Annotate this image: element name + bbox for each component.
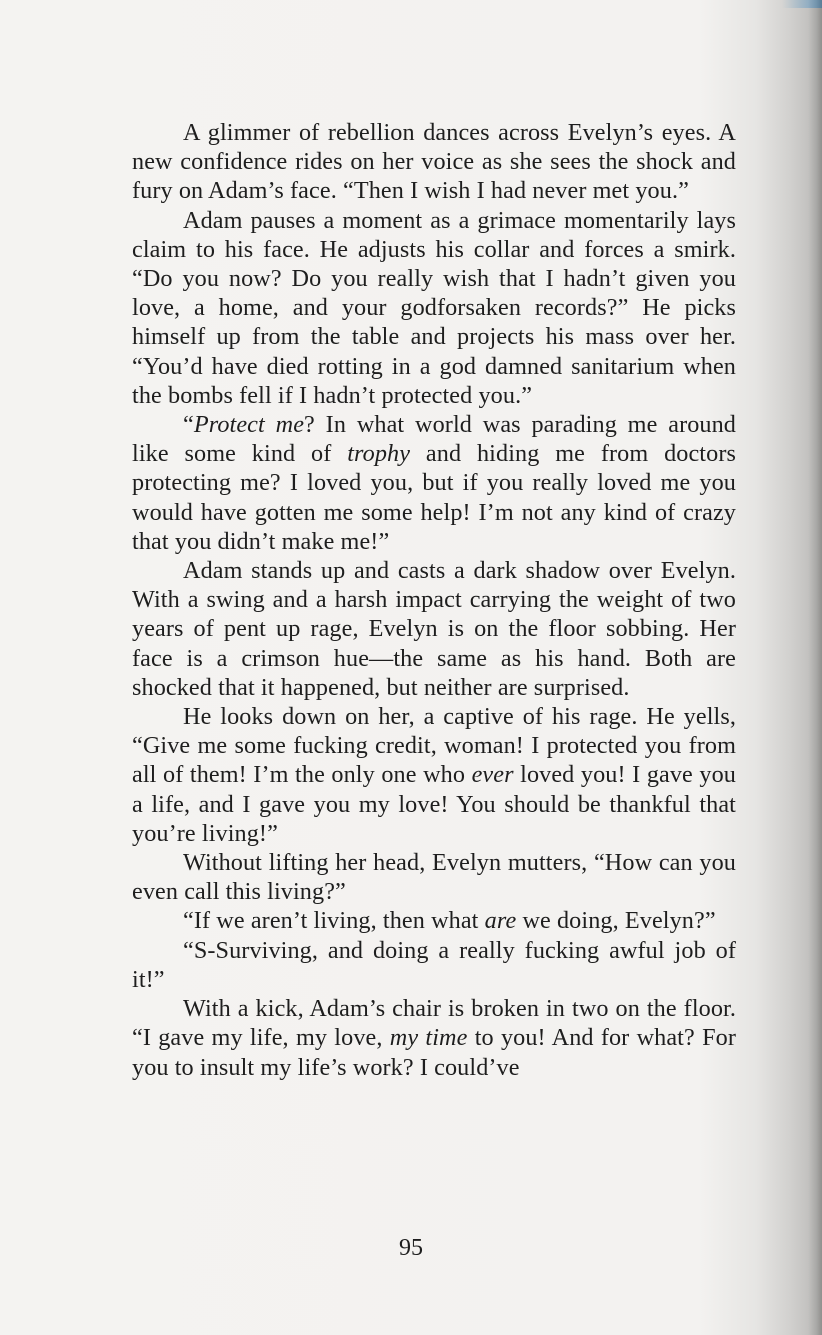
text-run: and hiding me from doctors protecting me? I loved you, but if you really loved me you would have gotten me some help! I’m not any kind of crazy that you didn’t make me!” <box>132 440 736 555</box>
body-text <box>132 118 736 1082</box>
italic-text: ever <box>471 761 514 789</box>
page-number: 95 <box>399 1235 423 1261</box>
italic-text: trophy <box>347 440 411 468</box>
text-run: loved you! I gave you a life, and I gave you my love! You should be thankful that you’re living!” <box>132 761 736 847</box>
text-run: “S-Surviving, and doing a really fucking awful job of it!” <box>132 936 736 993</box>
paragraph <box>132 906 736 935</box>
paragraph <box>132 936 736 994</box>
text-run: Without lifting her head, Evelyn mutters, “How can you even call this living?” <box>132 849 736 906</box>
text-run: “If we aren’t living, then what <box>183 907 485 935</box>
paragraph <box>132 556 736 702</box>
italic-text: Protect me <box>193 411 305 439</box>
text-run: A glimmer of rebellion dances across Evelyn’s eyes. A new confidence rides on her voice as she sees the shock and fury on Adam’s face. “Then I wish I had never met you.” <box>132 119 736 205</box>
spine-shadow <box>808 0 822 1335</box>
text-run: Adam pauses a moment as a grimace momentarily lays claim to his face. He adjusts his collar and forces a smirk. “Do you now? Do you really wish that I hadn’t given you love, a home, and your godforsaken records?” He picks himself up from the table and projects his mass over her. “You’d have died rotting in a god damned sanitarium when the bombs fell if I hadn’t protected you.” <box>132 206 736 409</box>
italic-text: my time <box>389 1024 468 1052</box>
paragraph <box>132 118 736 206</box>
text-run: ? In what world was parading me around like some kind of <box>132 411 736 468</box>
text-run: With a kick, Adam’s chair is broken in two on the floor. “I gave my life, my love, <box>132 995 736 1052</box>
italic-text: are <box>484 907 517 935</box>
paragraph <box>132 410 736 556</box>
paragraph <box>132 702 736 848</box>
text-run: to you! And for what? For you to insult my life’s work? I could’ve <box>132 1024 736 1081</box>
text-run: He looks down on her, a captive of his rage. He yells, “Give me some fucking credit, woman! I protected you from all of them! I’m the only one who <box>132 703 736 789</box>
paragraph <box>132 848 736 906</box>
text-run: Adam stands up and casts a dark shadow over Evelyn. With a swing and a harsh impact carrying the weight of two years of pent up rage, Evelyn is on the floor sobbing. Her face is a crimson hue—the same as his hand. Both are shocked that it happened, but neither are surprised. <box>132 557 736 701</box>
text-run: “ <box>183 411 194 439</box>
text-run: we doing, Evelyn?” <box>516 907 716 935</box>
paragraph <box>132 994 736 1082</box>
paragraph <box>132 206 736 410</box>
